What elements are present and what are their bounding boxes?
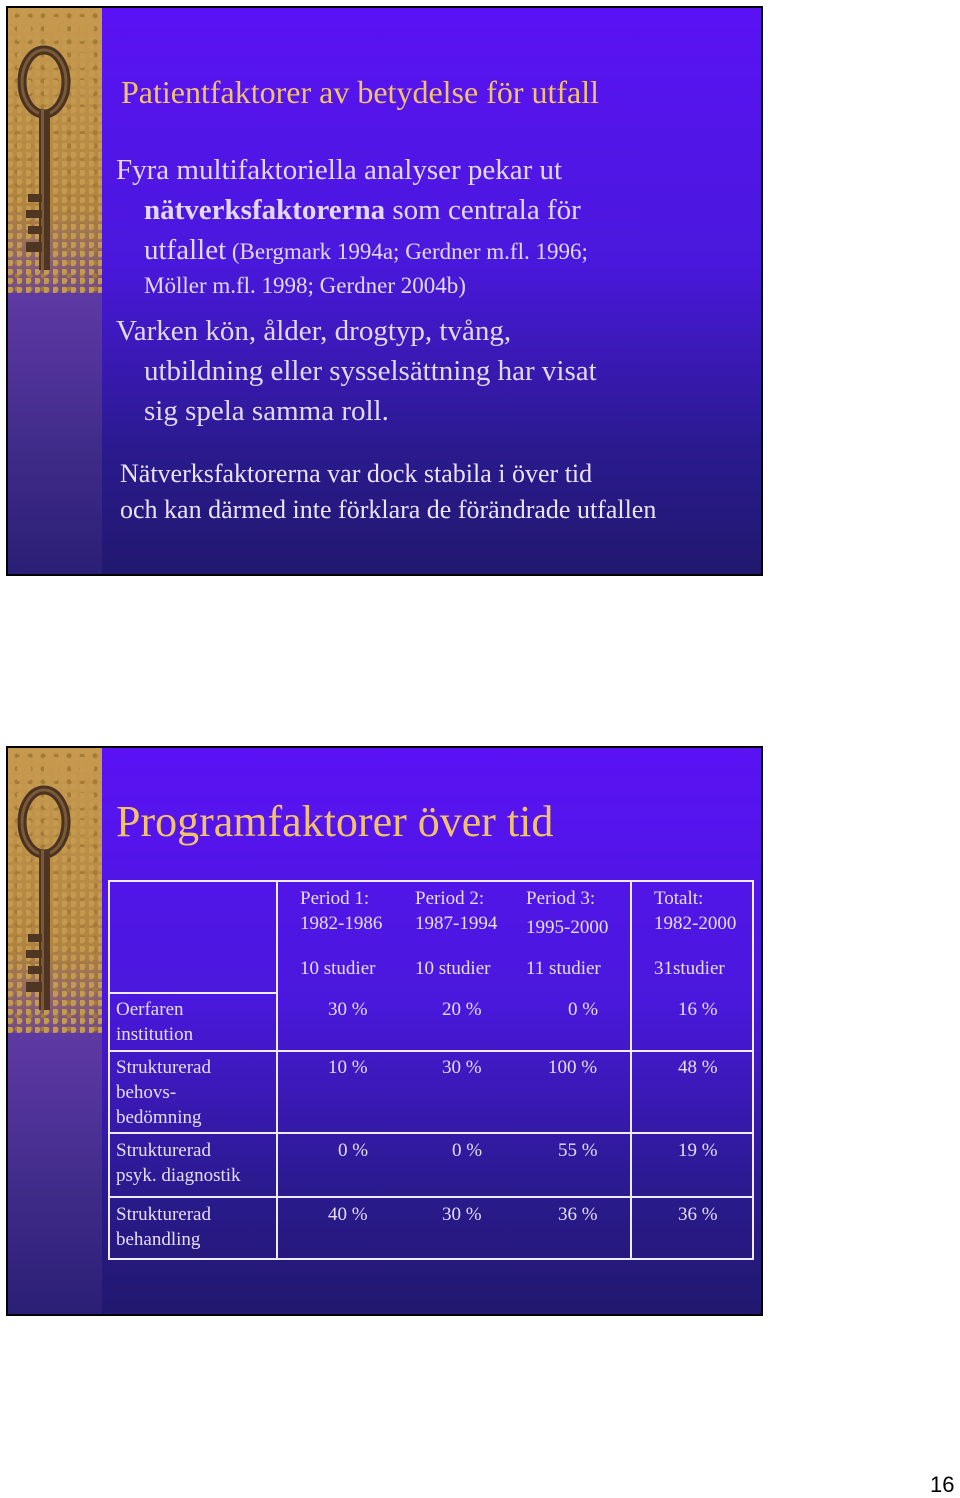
column-header-line2: 1982-1986 xyxy=(300,913,383,934)
row-label-line: Strukturerad xyxy=(116,1140,211,1161)
column-header-line2: 1982-2000 xyxy=(654,913,737,934)
table-cell: 0 % xyxy=(452,1140,483,1161)
column-header-line1: Totalt: xyxy=(654,888,704,909)
table-cell: 100 % xyxy=(548,1057,598,1078)
row-label-line: psyk. diagnostik xyxy=(116,1165,241,1186)
table-cell: 10 % xyxy=(328,1057,368,1078)
column-header-line2: 1987-1994 xyxy=(415,913,498,934)
p1-line1: Fyra multifaktoriella analyser pekar ut xyxy=(116,154,563,186)
column-header xyxy=(654,886,736,936)
p1-line2-rest: som centrala för xyxy=(385,194,581,226)
row-label-line: Oerfaren xyxy=(116,999,184,1020)
study-count: 11 studier xyxy=(526,958,601,979)
p2-line2: utbildning eller sysselsättning har visat xyxy=(144,355,597,387)
slide-title: Patientfaktorer av betydelse för utfall xyxy=(121,74,600,110)
row-label-line: Strukturerad xyxy=(116,1204,211,1225)
table-cell: 30 % xyxy=(442,1057,482,1078)
row-label xyxy=(116,997,276,1047)
table-cell: 0 % xyxy=(568,999,599,1020)
table-cell: 0 % xyxy=(338,1140,369,1161)
paragraph-conclusion xyxy=(120,456,656,528)
table-cell: 16 % xyxy=(678,999,718,1020)
key-icon xyxy=(14,44,74,274)
p1-line2 xyxy=(116,190,716,230)
column-header-line1: Period 3: xyxy=(526,888,596,909)
table-cell: 19 % xyxy=(678,1140,718,1161)
table-cell: 40 % xyxy=(328,1204,368,1225)
paragraph-network-factors xyxy=(116,150,716,300)
table-cell: 36 % xyxy=(678,1204,718,1225)
p1-line3-citation: (Bergmark 1994a; Gerdner m.fl. 1996; xyxy=(226,239,588,264)
slide-programfaktorer xyxy=(6,746,763,1316)
table-cell: 30 % xyxy=(328,999,368,1020)
table-divider-horizontal xyxy=(110,1196,752,1198)
row-label-line: institution xyxy=(116,1024,194,1045)
table-divider-horizontal xyxy=(110,992,276,994)
p3-line1: Nätverksfaktorerna var dock stabila i över tid xyxy=(120,459,593,488)
p1-line3-large: utfallet xyxy=(144,234,227,266)
p1-line4-citation: Möller m.fl. 1998; Gerdner 2004b) xyxy=(144,273,466,298)
key-icon xyxy=(14,784,74,1014)
row-label-line: behandling xyxy=(116,1229,201,1250)
slide-title: Programfaktorer över tid xyxy=(116,797,554,846)
table-cell: 20 % xyxy=(442,999,482,1020)
program-factors-table xyxy=(108,880,754,1260)
paragraph-other-factors xyxy=(116,311,716,431)
table-cell: 30 % xyxy=(442,1204,482,1225)
p1-bold-term: nätverksfaktorerna xyxy=(144,194,386,226)
table-divider-vertical xyxy=(630,882,632,1258)
column-header xyxy=(526,886,608,940)
table-divider-horizontal xyxy=(110,1050,752,1052)
p1-line3 xyxy=(116,230,716,272)
row-label xyxy=(116,1202,276,1252)
table-divider-vertical xyxy=(276,882,278,1258)
study-count: 10 studier xyxy=(300,958,376,979)
row-label-line: behovs- xyxy=(116,1082,177,1103)
p3-line2: och kan därmed inte förklara de förändrade utfallen xyxy=(120,495,657,524)
row-label-line: bedömning xyxy=(116,1107,202,1128)
column-header xyxy=(415,886,497,936)
page-number: 16 xyxy=(930,1472,955,1497)
slide-patientfaktorer xyxy=(6,6,763,576)
table-cell: 55 % xyxy=(558,1140,598,1161)
column-header xyxy=(300,886,382,936)
column-header-line2: 1995-2000 xyxy=(526,917,609,938)
table-divider-horizontal xyxy=(110,1132,752,1134)
column-header-line1: Period 2: xyxy=(415,888,485,909)
row-label xyxy=(116,1138,276,1188)
study-count: 31studier xyxy=(654,958,725,979)
p2-line1: Varken kön, ålder, drogtyp, tvång, xyxy=(116,315,512,347)
p2-line3: sig spela samma roll. xyxy=(144,395,389,427)
study-count: 10 studier xyxy=(415,958,491,979)
row-label xyxy=(116,1055,276,1130)
row-label-line: Strukturerad xyxy=(116,1057,211,1078)
column-header-line1: Period 1: xyxy=(300,888,370,909)
table-cell: 48 % xyxy=(678,1057,718,1078)
table-cell: 36 % xyxy=(558,1204,598,1225)
